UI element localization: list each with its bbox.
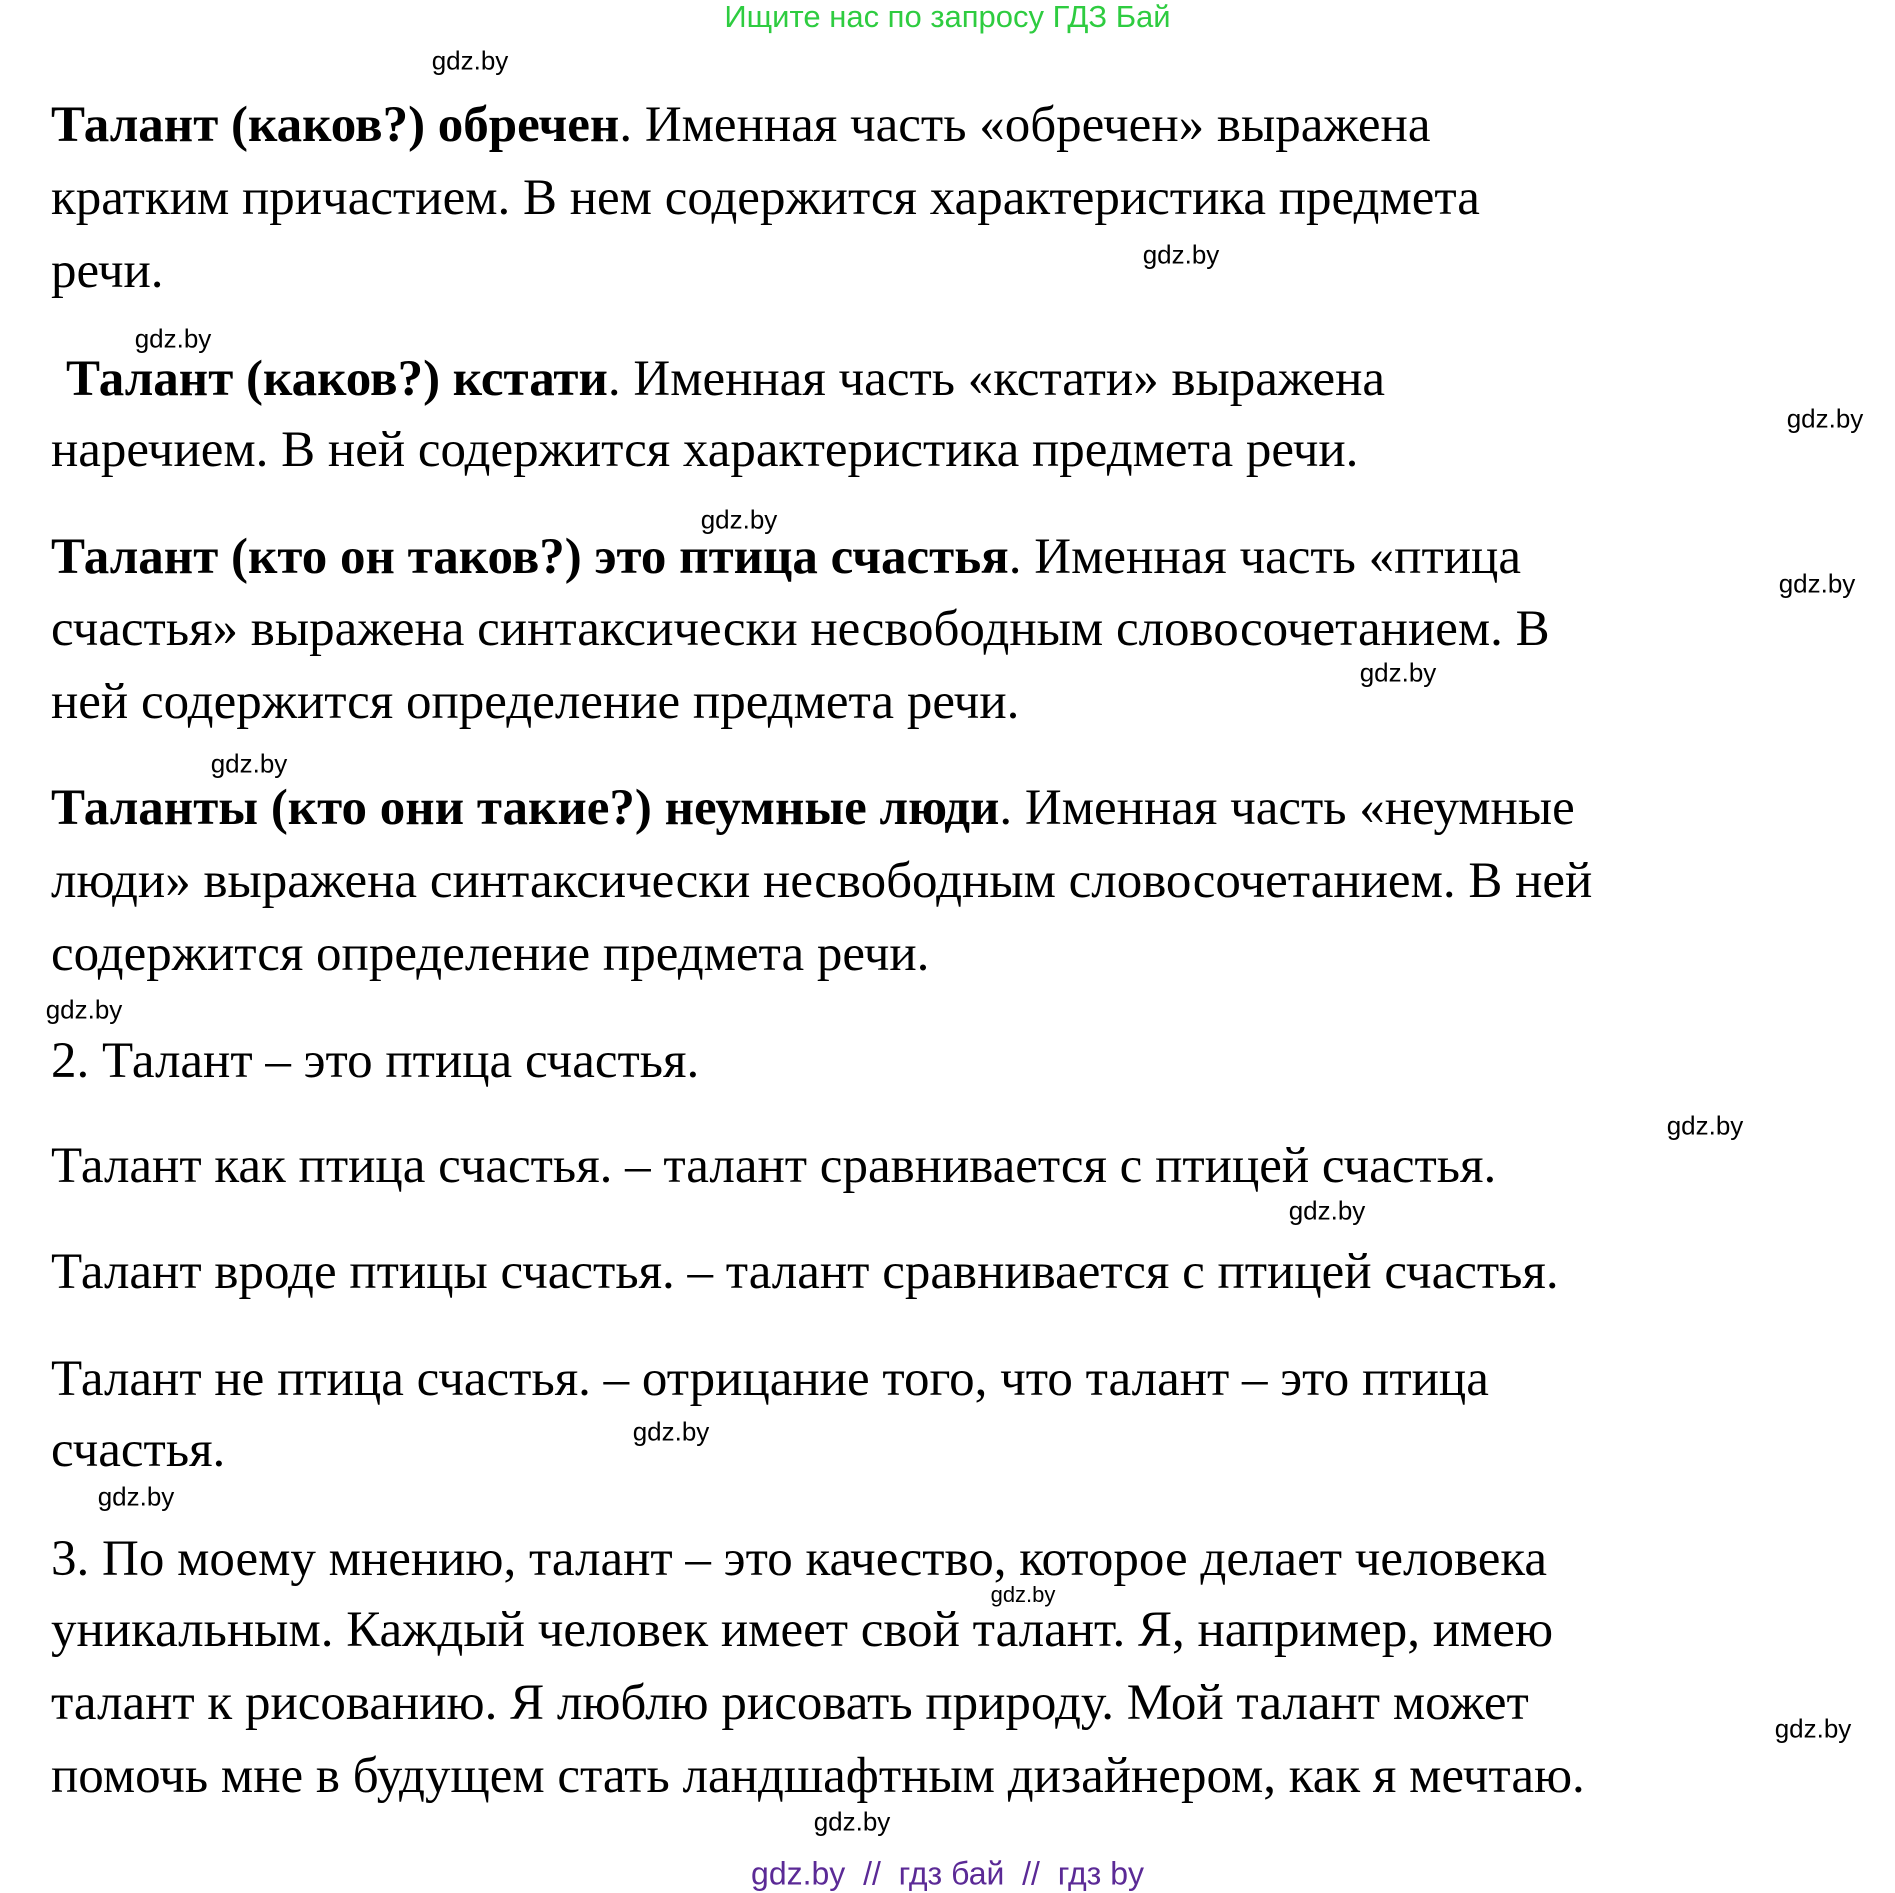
watermark: gdz.by	[1288, 1195, 1366, 1226]
text-line: содержится определение предмета речи.	[51, 926, 930, 982]
watermark: gdz.by	[431, 45, 509, 76]
text-line: счастья» выражена синтаксически несвободным словосочетанием. В	[51, 601, 1550, 657]
text-line: Талант (кто он таков?) это птица счастья. Именная часть «птица	[51, 529, 1521, 585]
watermark: gdz.by	[1359, 657, 1437, 688]
text-line: ней содержится определение предмета речи.	[51, 674, 1020, 730]
text-line: наречием. В ней содержится характеристика предмета речи.	[51, 422, 1359, 478]
text-line: речи.	[51, 243, 164, 299]
text-line: кратким причастием. В нем содержится характеристика предмета	[51, 170, 1480, 226]
watermark: gdz.by	[813, 1806, 891, 1837]
header-search-hint: Ищите нас по запросу ГДЗ Бай	[724, 0, 1171, 34]
text-line: уникальным. Каждый человек имеет свой талант. Я, например, имею	[51, 1602, 1554, 1658]
watermark: gdz.by	[700, 504, 778, 535]
text-line: 2. Талант – это птица счастья.	[51, 1033, 700, 1089]
text-line: Таланты (кто они такие?) неумные люди. Именная часть «неумные	[51, 780, 1575, 836]
text-line: талант к рисованию. Я люблю рисовать природу. Мой талант может	[51, 1675, 1529, 1731]
watermark: gdz.by	[97, 1481, 175, 1512]
watermark: gdz.by	[990, 1582, 1056, 1607]
text-line: 3. По моему мнению, талант – это качество, которое делает человека	[51, 1531, 1548, 1587]
text-line: помочь мне в будущем стать ландшафтным дизайнером, как я мечтаю.	[51, 1748, 1585, 1804]
watermark: gdz.by	[1786, 403, 1864, 434]
watermark: gdz.by	[1666, 1110, 1744, 1141]
watermark: gdz.by	[210, 748, 288, 779]
text-line: Талант (каков?) кстати. Именная часть «кстати» выражена	[66, 351, 1386, 407]
text-line: Талант не птица счастья. – отрицание того, что талант – это птица	[51, 1351, 1489, 1407]
text-line: Талант (каков?) обречен. Именная часть «обречен» выражена	[51, 97, 1431, 153]
watermark: gdz.by	[632, 1416, 710, 1447]
text-line: Талант вроде птицы счастья. – талант сравнивается с птицей счастья.	[51, 1244, 1559, 1300]
text-line: Талант как птица счастья. – талант сравнивается с птицей счастья.	[51, 1138, 1497, 1194]
watermark: gdz.by	[134, 323, 212, 354]
watermark: gdz.by	[1142, 239, 1220, 270]
text-line: люди» выражена синтаксически несвободным словосочетанием. В ней	[51, 853, 1593, 909]
watermark: gdz.by	[1774, 1713, 1852, 1744]
watermark: gdz.by	[1778, 568, 1856, 599]
watermark: gdz.by	[45, 994, 123, 1025]
footer-links: gdz.by // гдз бай // гдз by	[751, 1855, 1144, 1892]
text-line: счастья.	[51, 1422, 226, 1478]
